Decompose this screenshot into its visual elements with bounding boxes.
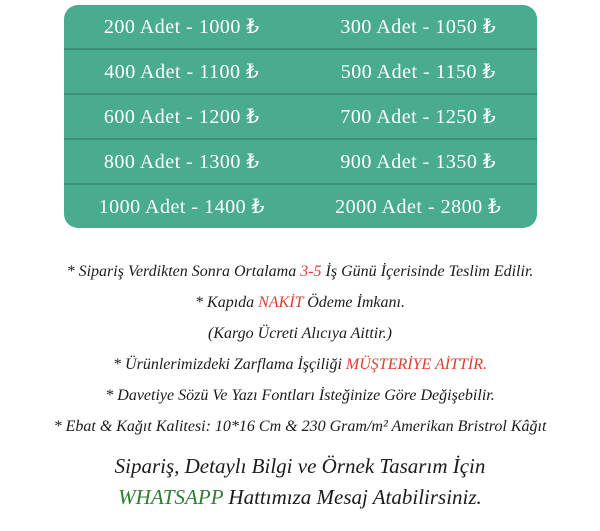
price-cell-right: 900 Adet - 1350 ₺ xyxy=(340,151,497,173)
price-cell-right: 300 Adet - 1050 ₺ xyxy=(340,16,497,38)
price-row xyxy=(64,138,537,183)
footer-whatsapp-line xyxy=(0,482,600,513)
note-paper-quality xyxy=(0,411,600,442)
whatsapp-label: WHATSAPP xyxy=(118,485,224,509)
price-cell-left: 800 Adet - 1300 ₺ xyxy=(103,151,260,173)
note-highlight: MÜŞTERİYE AİTTİR. xyxy=(345,356,487,373)
note-delivery-time xyxy=(0,256,600,287)
price-cell-right: 700 Adet - 1250 ₺ xyxy=(340,106,497,128)
note-text: * Sipariş Verdikten Sonra Ortalama xyxy=(66,263,301,280)
notes-section xyxy=(0,256,600,442)
note-text: * Davetiye Sözü Ve Yazı Fontları İsteğinize Göre Değişebilir. xyxy=(105,387,495,404)
note-cash-payment xyxy=(0,287,600,318)
note-text: * Ebat & Kağıt Kalitesi: 10*16 Cm & 230 Gram/m² Amerikan Bristrol Kâğıt xyxy=(53,418,547,435)
note-text: Ödeme İmkanı. xyxy=(303,294,405,311)
price-row xyxy=(64,48,537,93)
price-cell-left: 400 Adet - 1100 ₺ xyxy=(104,61,260,83)
note-highlight: NAKİT xyxy=(258,294,304,311)
price-row xyxy=(64,93,537,138)
note-text: * Kapıda xyxy=(195,294,259,311)
note-text: İş Günü İçerisinde Teslim Edilir. xyxy=(321,263,534,280)
price-cell-right: 2000 Adet - 2800 ₺ xyxy=(335,196,502,218)
price-table xyxy=(64,5,537,228)
footer-text: Hattımıza Mesaj Atabilirsiniz. xyxy=(223,485,482,509)
price-row xyxy=(64,5,537,48)
price-cell-left: 600 Adet - 1200 ₺ xyxy=(103,106,260,128)
note-font-customization xyxy=(0,380,600,411)
note-shipping-fee xyxy=(0,318,600,349)
price-cell-left: 1000 Adet - 1400 ₺ xyxy=(98,196,265,218)
note-highlight: 3-5 xyxy=(300,263,322,280)
price-cell-left: 200 Adet - 1000 ₺ xyxy=(103,16,260,38)
note-envelope-labor xyxy=(0,349,600,380)
note-text: * Ürünlerimizdeki Zarflama İşçiliği xyxy=(113,356,346,373)
price-row xyxy=(64,183,537,228)
price-cell-right: 500 Adet - 1150 ₺ xyxy=(340,61,496,83)
footer-contact-intro: Sipariş, Detaylı Bilgi ve Örnek Tasarım İçin xyxy=(114,454,486,478)
footer-section xyxy=(0,451,600,513)
note-text: (Kargo Ücreti Alıcıya Aittir.) xyxy=(208,325,392,342)
